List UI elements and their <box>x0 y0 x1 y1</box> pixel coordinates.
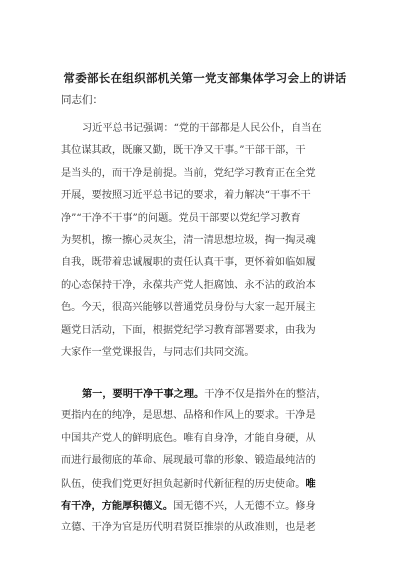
paragraph-line: 自我，既带着忠诚履职的责任认真干事，更怀着如临如履 <box>61 257 316 269</box>
paragraph-line: 为契机，擦一擦心灵灰尘，清一清思想垃圾，掏一掏灵魂 <box>61 234 316 246</box>
paragraph-line: 更指内在的纯净，是思想、品格和作风上的要求。干净是 <box>61 410 316 422</box>
paragraph-intro <box>61 118 351 364</box>
paragraph-line <box>61 473 351 495</box>
paragraph-line: 开展，要按照习近平总书记的要求，着力解决“干事不干 <box>61 190 311 202</box>
paragraph-line: 立德、干净为官是历代明君贤臣推崇的从政准则，也是老 <box>61 522 316 534</box>
paragraph-line: 色。今天，很高兴能够以普通党员身份与大家一起开展主 <box>61 302 316 314</box>
subheading-text: 国无德不兴，人无德不立。修身 <box>173 500 316 512</box>
paragraph-line: 习近平总书记强调：“党的干部都是人民公仆，自当在 <box>82 123 322 134</box>
document-title: 常委部长在组织部机关第一党支部集体学习会上的讲话 <box>63 71 347 85</box>
paragraph-line: 是当头的，而干净是前提。当前，党纪学习教育正在全党 <box>61 167 316 179</box>
paragraph-line: 大家作一堂党课报告，与同志们共同交流。 <box>61 346 255 358</box>
section-heading-continuation: 干净不仅是指外在的整洁， <box>204 389 327 400</box>
paragraph-line: 而进行最彻底的革命、展现最可靠的形象、锻造最纯洁的 <box>61 455 316 467</box>
section-heading: 第一，要明干净干事之理。 <box>82 388 205 400</box>
paragraph-line: 中国共产党人的鲜明底色。唯有自身净，才能自身硬，从 <box>61 432 316 444</box>
paragraph-line: 净”“干净不干事”的问题。党员干部要以党纪学习教育 <box>61 212 301 224</box>
paragraph-text: 队伍，使我们党更好担负起新时代新征程的历史使命。 <box>61 478 306 490</box>
paragraph-section-one <box>61 383 351 540</box>
paragraph-line: 其位谋其政，既廉又勤，既干净又干事。”干部干部，干 <box>61 145 306 157</box>
salutation: 同志们： <box>61 94 103 106</box>
paragraph-line: 的心态保持干净，永葆共产党人拒腐蚀、永不沾的政治本 <box>61 279 316 291</box>
subheading: 有干净，方能厚积德义。 <box>61 499 174 512</box>
paragraph-line <box>61 383 351 405</box>
paragraph-line <box>61 495 351 517</box>
subheading-lead: 唯 <box>305 477 316 490</box>
paragraph-line: 题党日活动，下面，根据党纪学习教育部署要求，由我为 <box>61 324 316 336</box>
